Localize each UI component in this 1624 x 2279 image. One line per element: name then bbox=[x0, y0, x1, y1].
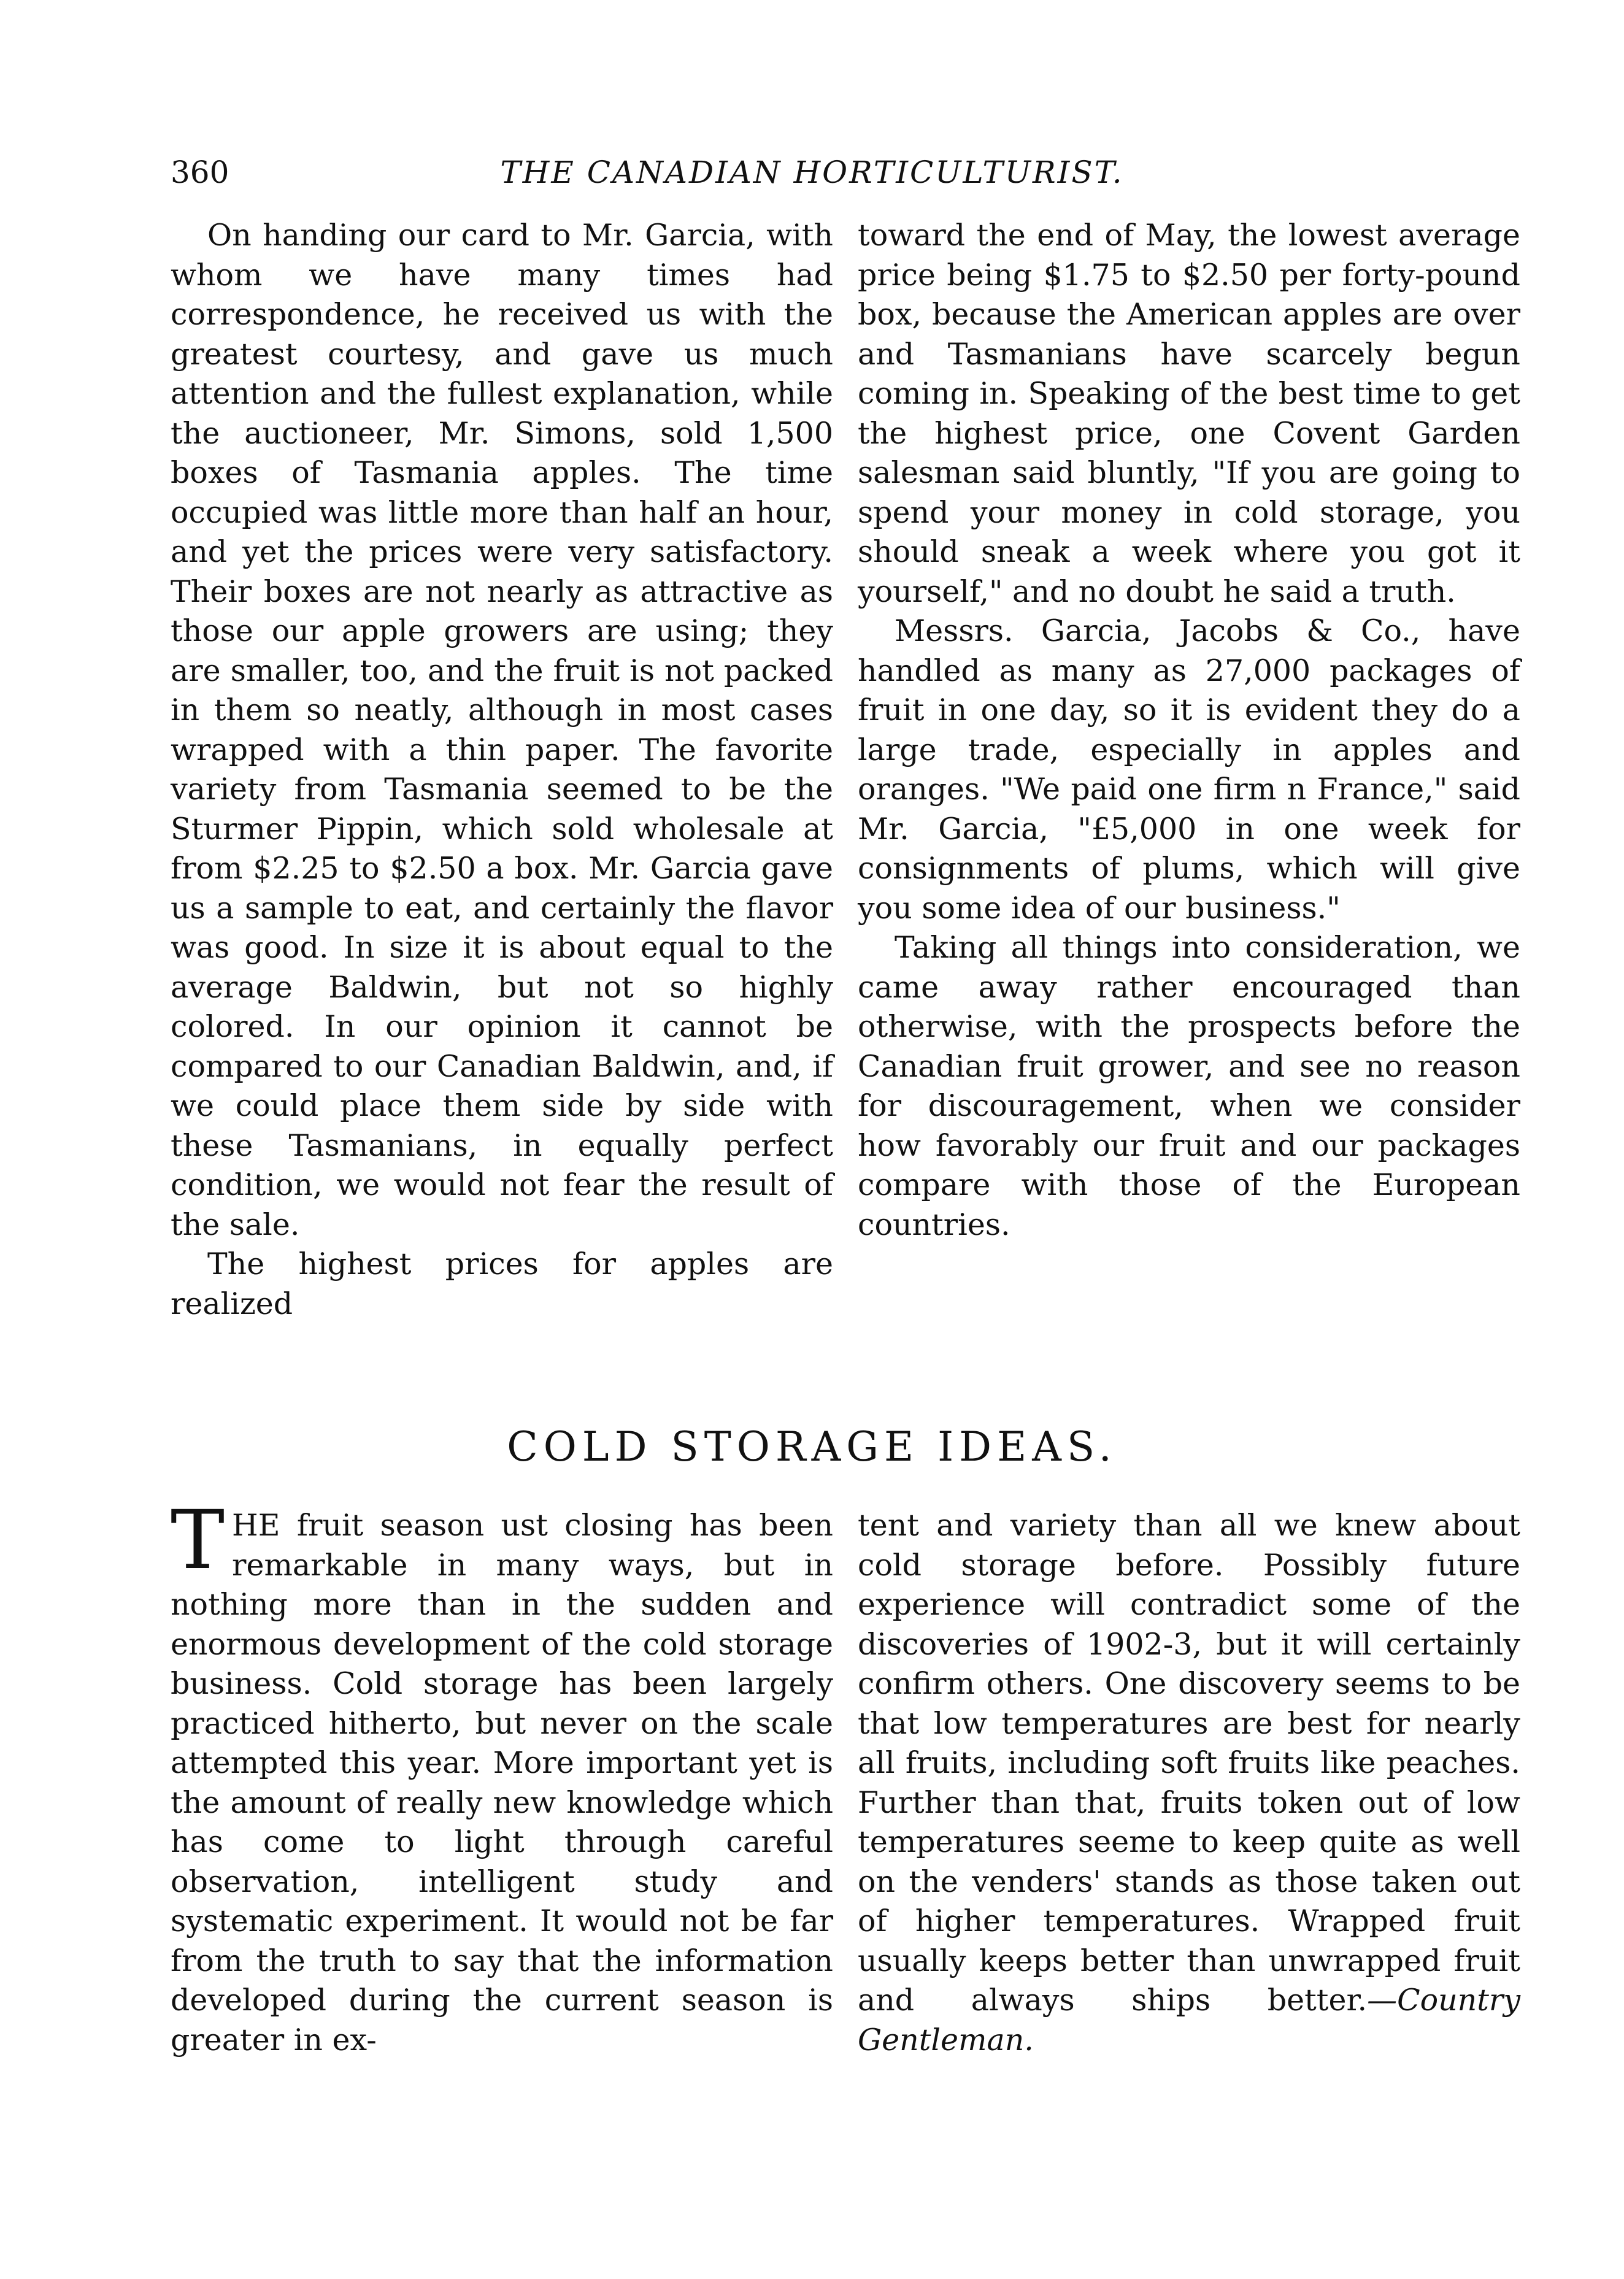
paragraph-text: tent and variety than all we knew about cold storage before. Possibly future experience will contradict some of the discoveries of 1902-3, but it will certainly confirm others. One discovery seems to be that low temperatures are best for nearly all fruits, including soft fruits like peaches. Further than that, fruits token out of low temperatures seeme to keep quite as well on the venders' stands as those taken out of higher temperatures. Wrapped fruit usually keeps better than unwrapped fruit and always ships better. bbox=[858, 1508, 1520, 2018]
paragraph: On handing our card to Mr. Garcia, with whom we have many times had correspondence, he received us with the greatest courtesy, and gave us much attention and the fullest explanation, while the auctioneer, Mr. Simons, sold 1,500 boxes of Tasmania apples. The time occupied was little more than half an hour, and yet the prices were very satisfactory. Their boxes are not nearly as attractive as those our apple growers are using; they are smaller, too, and the fruit is not packed in them so neatly, although in most cases wrapped with a thin paper. The favorite variety from Tasmania seemed to be the Sturmer Pippin, which sold wholesale at from $2.25 to $2.50 a box. Mr. Garcia gave us a sample to eat, and certainly the flavor was good. In size it is about equal to the average Baldwin, but not so highly colored. In our opinion it cannot be compared to our Canadian Baldwin, and, if we could place them side by side with these Tasmanians, in equally perfect condition, we would not fear the result of the sale. bbox=[171, 218, 833, 1242]
page-number: 360 bbox=[171, 155, 229, 190]
paragraph: Taking all things into consideration, we came away rather encouraged than otherwise, with the prospects before the Canadian fruit grower, and see no reason for discouragement, when we consider how favorably our fruit and our packages compare with those of the European countries. bbox=[858, 930, 1520, 1242]
paragraph-text: HE fruit season ust closing has been remarkable in many ways, but in nothing more than in the sudden and enormous development of the cold storage business. Cold storage has been largely practiced hitherto, but never on the scale attempted this year. More important yet is the amount of really new knowledge which has come to light through careful observation, intelligent study and systematic experiment. It would not be far from the truth to say that the information developed during the current season is greater in ex- bbox=[171, 1508, 833, 2058]
paragraph: The highest prices for apples are realized bbox=[171, 1247, 833, 1321]
article1-column-right bbox=[858, 216, 1520, 1245]
article1-column-left bbox=[171, 216, 833, 1324]
drop-cap: T bbox=[171, 1493, 225, 1588]
article2-column-left bbox=[171, 1493, 833, 2060]
paragraph bbox=[858, 1506, 1520, 2060]
paragraph: Messrs. Garcia, Jacobs & Co., have handled as many as 27,000 packages of fruit in one day, so it is evident they do a large trade, especially in apples and oranges. "We paid one firm n France," said Mr. Garcia, "£5,000 in one week for consignments of plums, which will give you some idea of our business." bbox=[858, 613, 1520, 926]
running-title: THE CANADIAN HORTICULTURIST. bbox=[500, 155, 1124, 190]
paragraph bbox=[171, 1493, 833, 2060]
article-title: COLD STORAGE IDEAS. bbox=[507, 1423, 1117, 1470]
source-credit: —Country Gentleman. bbox=[858, 1983, 1520, 2058]
paragraph-continuation: toward the end of May, the lowest average price being $1.75 to $2.50 per forty-pound box, because the American apples are over and Tasmanians have scarcely begun coming in. Speaking of the best time to get the highest price, one Covent Garden salesman said bluntly, "If you are going to spend your money in cold storage, you should sneak a week where you got it yourself," and no doubt he said a truth. bbox=[858, 218, 1520, 609]
article2-column-right bbox=[858, 1506, 1520, 2060]
